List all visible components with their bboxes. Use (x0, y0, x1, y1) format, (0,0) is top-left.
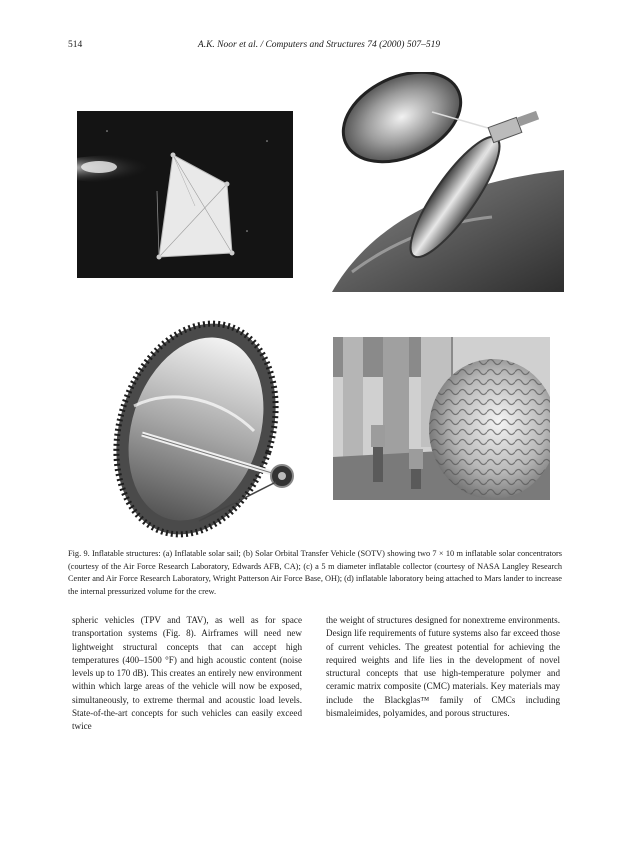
figure-9c-inflatable-collector-photo (104, 316, 302, 542)
figure-9d-inflatable-laboratory-photo (333, 337, 550, 500)
figure-caption: Fig. 9. Inflatable structures: (a) Inflatable solar sail; (b) Solar Orbital Transfer Vehicle (SOTV) showing two 7 × 10 m inflatable solar concentrators (courtesy of the Air Force Research Laboratory, Edwards AFB, CA); (c) a 5 m diameter inflatable collector (courtesy of NASA Langley Research Center and Air Force Research Laboratory, Wright Patterson Air Force Base, OH); (d) inflatable laboratory being attached to Mars lander to increase the internal pressurized volume for the crew. (68, 549, 562, 596)
page-header (68, 40, 570, 54)
figure-9b-sotv-photo (332, 72, 564, 292)
body-paragraph: spheric vehicles (TPV and TAV), as well as for space transportation systems (Fig. 8). Airframes will need new lightweight structural concepts that can accept high temperatures (400–1500 °F) and high acoustic content (noise levels up to 170 dB). This creates an entirely new environment within which large areas of the vehicle will now be exposed, simultaneously, to extreme thermal and acoustic load levels. State-of-the-art concepts for such vehicles can easily exceed twice (72, 615, 302, 732)
page-number: 514 (68, 40, 83, 50)
body-paragraph: the weight of structures designed for nonextreme environments. Design life requirements of future systems also far exceed those of current vehicles. The greatest potential for achieving the required weights and life lies in the development of novel structural concepts that use high-temperature polymer and ceramic matrix composite (CMC) materials. Key materials may include the Blackglas™ family of CMCs including bismaleimides, polyamides, and porous structures. (326, 615, 560, 719)
body-text-left-column (72, 614, 302, 734)
body-text-right-column (326, 614, 560, 720)
figure-9a-solar-sail-photo (77, 111, 293, 278)
running-head: A.K. Noor et al. / Computers and Structures 74 (2000) 507–519 (197, 40, 441, 50)
